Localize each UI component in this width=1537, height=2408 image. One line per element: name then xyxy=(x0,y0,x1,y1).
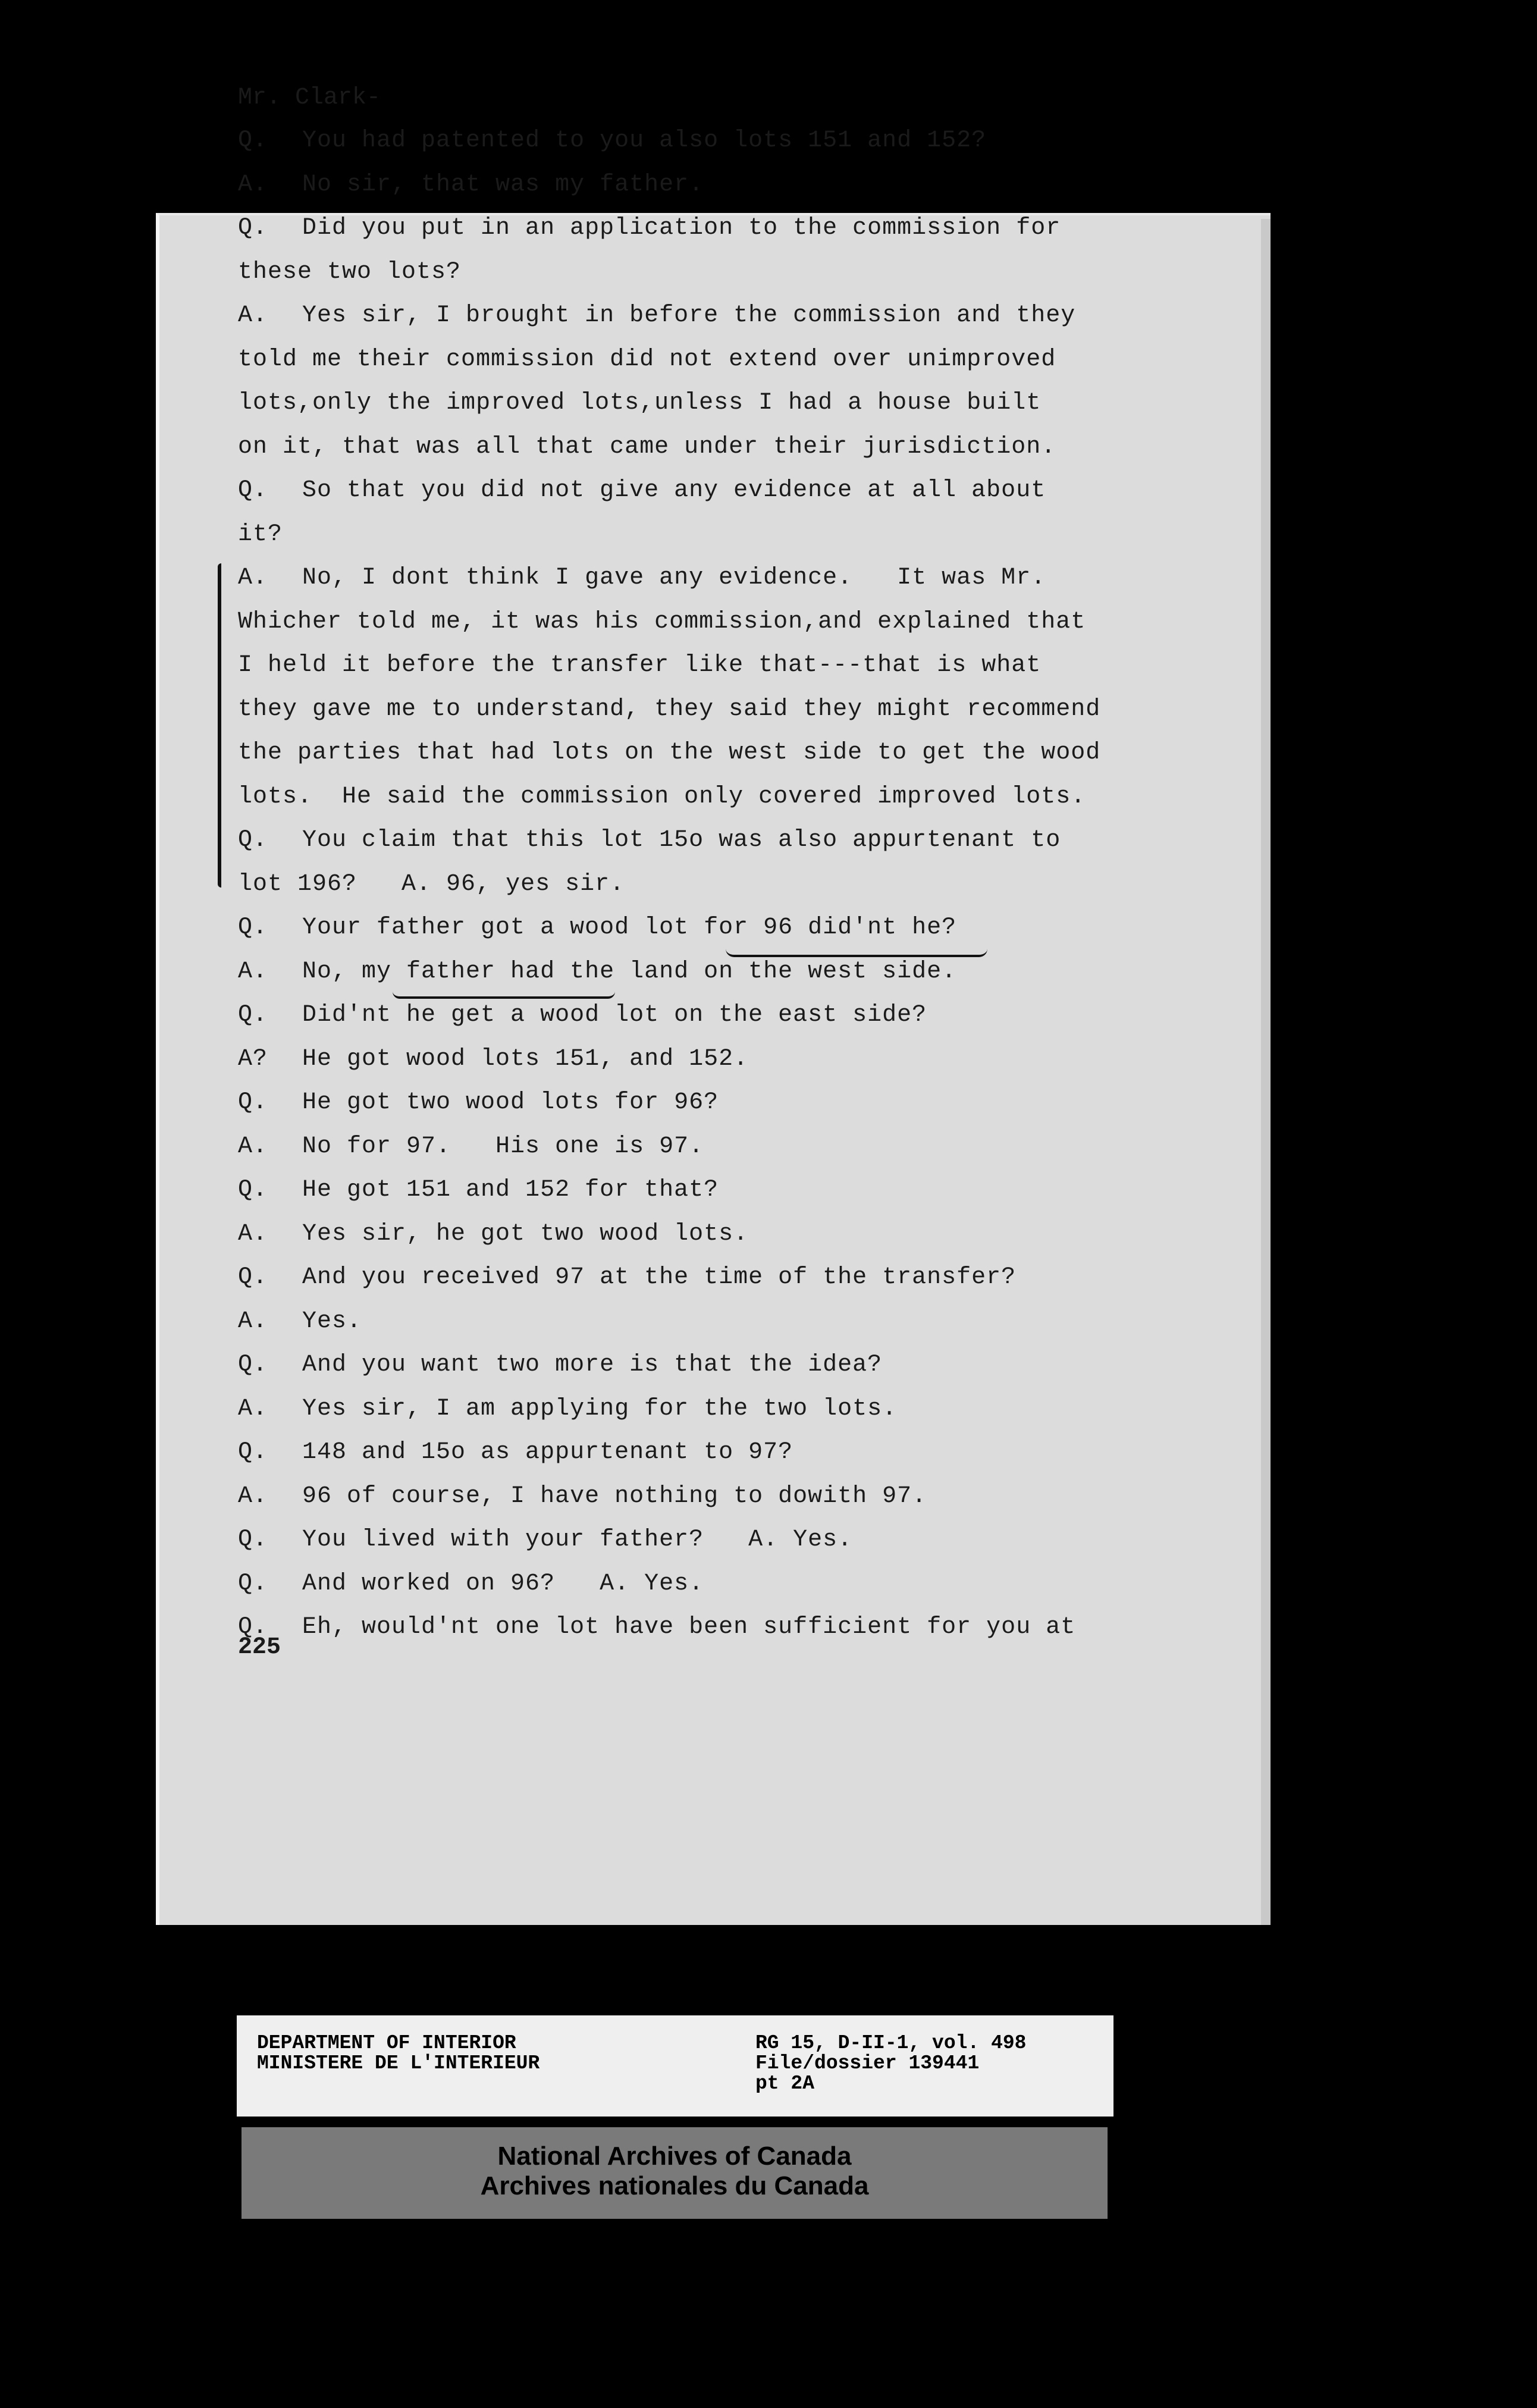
file-part: pt 2A xyxy=(755,2072,815,2095)
handwritten-underline xyxy=(726,949,987,957)
transcript-line xyxy=(238,1177,719,1203)
line-text: 96 of course, I have nothing to dowith 97. xyxy=(302,1482,927,1510)
speaker-tag: A. xyxy=(238,565,268,591)
line-text: lots. He said the commission only covered improved lots. xyxy=(238,783,1086,810)
transcript-line xyxy=(238,1526,852,1553)
speaker-tag: Q. xyxy=(238,477,268,504)
page-edge xyxy=(1261,219,1271,1925)
line-text: You lived with your father? A. Yes. xyxy=(302,1526,853,1553)
transcript-line xyxy=(238,171,704,198)
transcript-line xyxy=(238,914,956,941)
line-text: He got two wood lots for 96? xyxy=(302,1089,719,1116)
line-text: Yes sir, I am applying for the two lots. xyxy=(302,1395,898,1422)
transcript-line xyxy=(238,783,1086,810)
transcript-line xyxy=(238,1614,1075,1641)
speaker-tag: A. xyxy=(238,1308,268,1335)
speaker-heading: Mr. Clark- xyxy=(238,84,381,111)
speaker-tag: A. xyxy=(238,1220,268,1247)
line-text: Yes. xyxy=(302,1308,362,1335)
speaker-tag: Q. xyxy=(238,1177,268,1203)
speaker-tag: Q. xyxy=(238,1089,268,1116)
handwritten-underline xyxy=(393,992,615,999)
transcript-line xyxy=(238,215,1061,242)
file-reference xyxy=(755,2033,1026,2094)
banner-french: Archives nationales du Canada xyxy=(480,2171,869,2200)
speaker-tag: Q. xyxy=(238,1264,268,1291)
line-text: Did you put in an application to the commission for xyxy=(302,215,1061,242)
transcript-line xyxy=(238,346,1056,373)
transcript-line xyxy=(238,127,986,154)
transcript-line xyxy=(238,1308,362,1335)
line-text: Did'nt he get a wood lot on the east side? xyxy=(302,1002,927,1029)
department-name xyxy=(257,2033,539,2074)
transcript-line xyxy=(238,565,1046,591)
transcript-line xyxy=(238,1046,748,1073)
transcript-line xyxy=(238,434,1056,460)
transcript-line xyxy=(238,302,1075,329)
transcript-line xyxy=(238,1570,704,1597)
archive-reference-label xyxy=(237,2015,1113,2117)
line-text: You had patented to you also lots 151 and 152? xyxy=(302,127,987,154)
line-text: You claim that this lot 15o was also appurtenant to xyxy=(302,827,1061,854)
line-text: And worked on 96? A. Yes. xyxy=(302,1570,704,1597)
speaker-tag: A. xyxy=(238,302,268,329)
line-text: Yes sir, he got two wood lots. xyxy=(302,1220,749,1247)
line-text: No, I dont think I gave any evidence. It was Mr. xyxy=(302,565,1046,591)
speaker-tag: A. xyxy=(238,1133,268,1160)
transcript-line xyxy=(238,1221,748,1247)
line-text: And you received 97 at the time of the transfer? xyxy=(302,1264,1017,1291)
transcript-line xyxy=(238,1483,927,1510)
line-text: the parties that had lots on the west side to get the wood xyxy=(238,739,1101,766)
line-text: No, my father had the land on the west side. xyxy=(302,958,957,985)
speaker-tag: Q. xyxy=(238,1526,268,1553)
transcript-line xyxy=(238,958,956,985)
line-text: So that you did not give any evidence at all about xyxy=(302,477,1046,504)
transcript-line xyxy=(238,1089,719,1116)
line-text: told me their commission did not extend over unimproved xyxy=(238,346,1056,373)
speaker-tag: Q. xyxy=(238,1614,268,1641)
transcript-line xyxy=(238,652,1041,679)
transcript-line xyxy=(238,739,1100,766)
transcript-line xyxy=(238,827,1061,854)
speaker-tag: Q. xyxy=(238,127,268,154)
department-en: DEPARTMENT OF INTERIOR xyxy=(257,2032,516,2054)
line-text: Whicher told me, it was his commission,and explained that xyxy=(238,608,1086,635)
speaker-tag: Q. xyxy=(238,1352,268,1378)
record-group: RG 15, D-II-1, vol. 498 xyxy=(755,2032,1027,2054)
banner-english: National Archives of Canada xyxy=(497,2142,852,2171)
speaker-tag: Q. xyxy=(238,1570,268,1597)
line-text: I held it before the transfer like that---that is what xyxy=(238,652,1042,679)
speaker-tag: Q. xyxy=(238,827,268,854)
transcript-line xyxy=(238,1002,927,1029)
transcript-line xyxy=(238,477,1046,504)
line-text: lots,only the improved lots,unless I had a house built xyxy=(238,390,1042,416)
speaker-tag: A? xyxy=(238,1045,268,1073)
line-text: No sir, that was my father. xyxy=(302,171,704,198)
transcript-line xyxy=(238,1396,897,1422)
file-number: File/dossier 139441 xyxy=(755,2052,980,2074)
transcript-line xyxy=(238,1439,793,1466)
line-text: on it, that was all that came under their jurisdiction. xyxy=(238,433,1056,460)
line-text: Yes sir, I brought in before the commission and they xyxy=(302,302,1076,329)
transcript-line xyxy=(238,390,1041,416)
line-text: He got wood lots 151, and 152. xyxy=(302,1045,749,1073)
line-text: He got 151 and 152 for that? xyxy=(302,1177,719,1203)
line-text: they gave me to understand, they said they might recommend xyxy=(238,695,1101,723)
transcript-line xyxy=(238,1133,704,1160)
speaker-tag: Q. xyxy=(238,215,268,242)
transcript-line xyxy=(238,1352,882,1378)
speaker-tag: Q. xyxy=(238,914,268,941)
transcript-line xyxy=(238,259,461,286)
transcript-line xyxy=(238,521,283,548)
transcript-line xyxy=(238,871,625,898)
transcript-line xyxy=(238,1264,1016,1291)
archives-banner xyxy=(241,2127,1108,2219)
line-text: lot 196? A. 96, yes sir. xyxy=(238,870,625,898)
speaker-tag: A. xyxy=(238,171,268,198)
speaker-tag: Q. xyxy=(238,1002,268,1029)
line-text: No for 97. His one is 97. xyxy=(302,1133,704,1160)
margin-bracket-mark xyxy=(218,563,227,888)
speaker-tag: A. xyxy=(238,958,268,985)
speaker-tag: A. xyxy=(238,1482,268,1510)
line-text: these two lots? xyxy=(238,258,462,286)
transcript-line xyxy=(238,609,1086,635)
line-text: Eh, would'nt one lot have been sufficient for you at xyxy=(302,1614,1076,1641)
line-text: And you want two more is that the idea? xyxy=(302,1352,883,1378)
line-text: 148 and 15o as appurtenant to 97? xyxy=(302,1439,793,1466)
transcript-line xyxy=(238,696,1100,723)
line-text: Your father got a wood lot for 96 did'nt he? xyxy=(302,914,957,941)
speaker-tag: Q. xyxy=(238,1439,268,1466)
speaker-tag: A. xyxy=(238,1395,268,1422)
department-fr: MINISTERE DE L'INTERIEUR xyxy=(257,2052,540,2074)
line-text: it? xyxy=(238,521,283,548)
page-number: 225 xyxy=(238,1633,281,1661)
